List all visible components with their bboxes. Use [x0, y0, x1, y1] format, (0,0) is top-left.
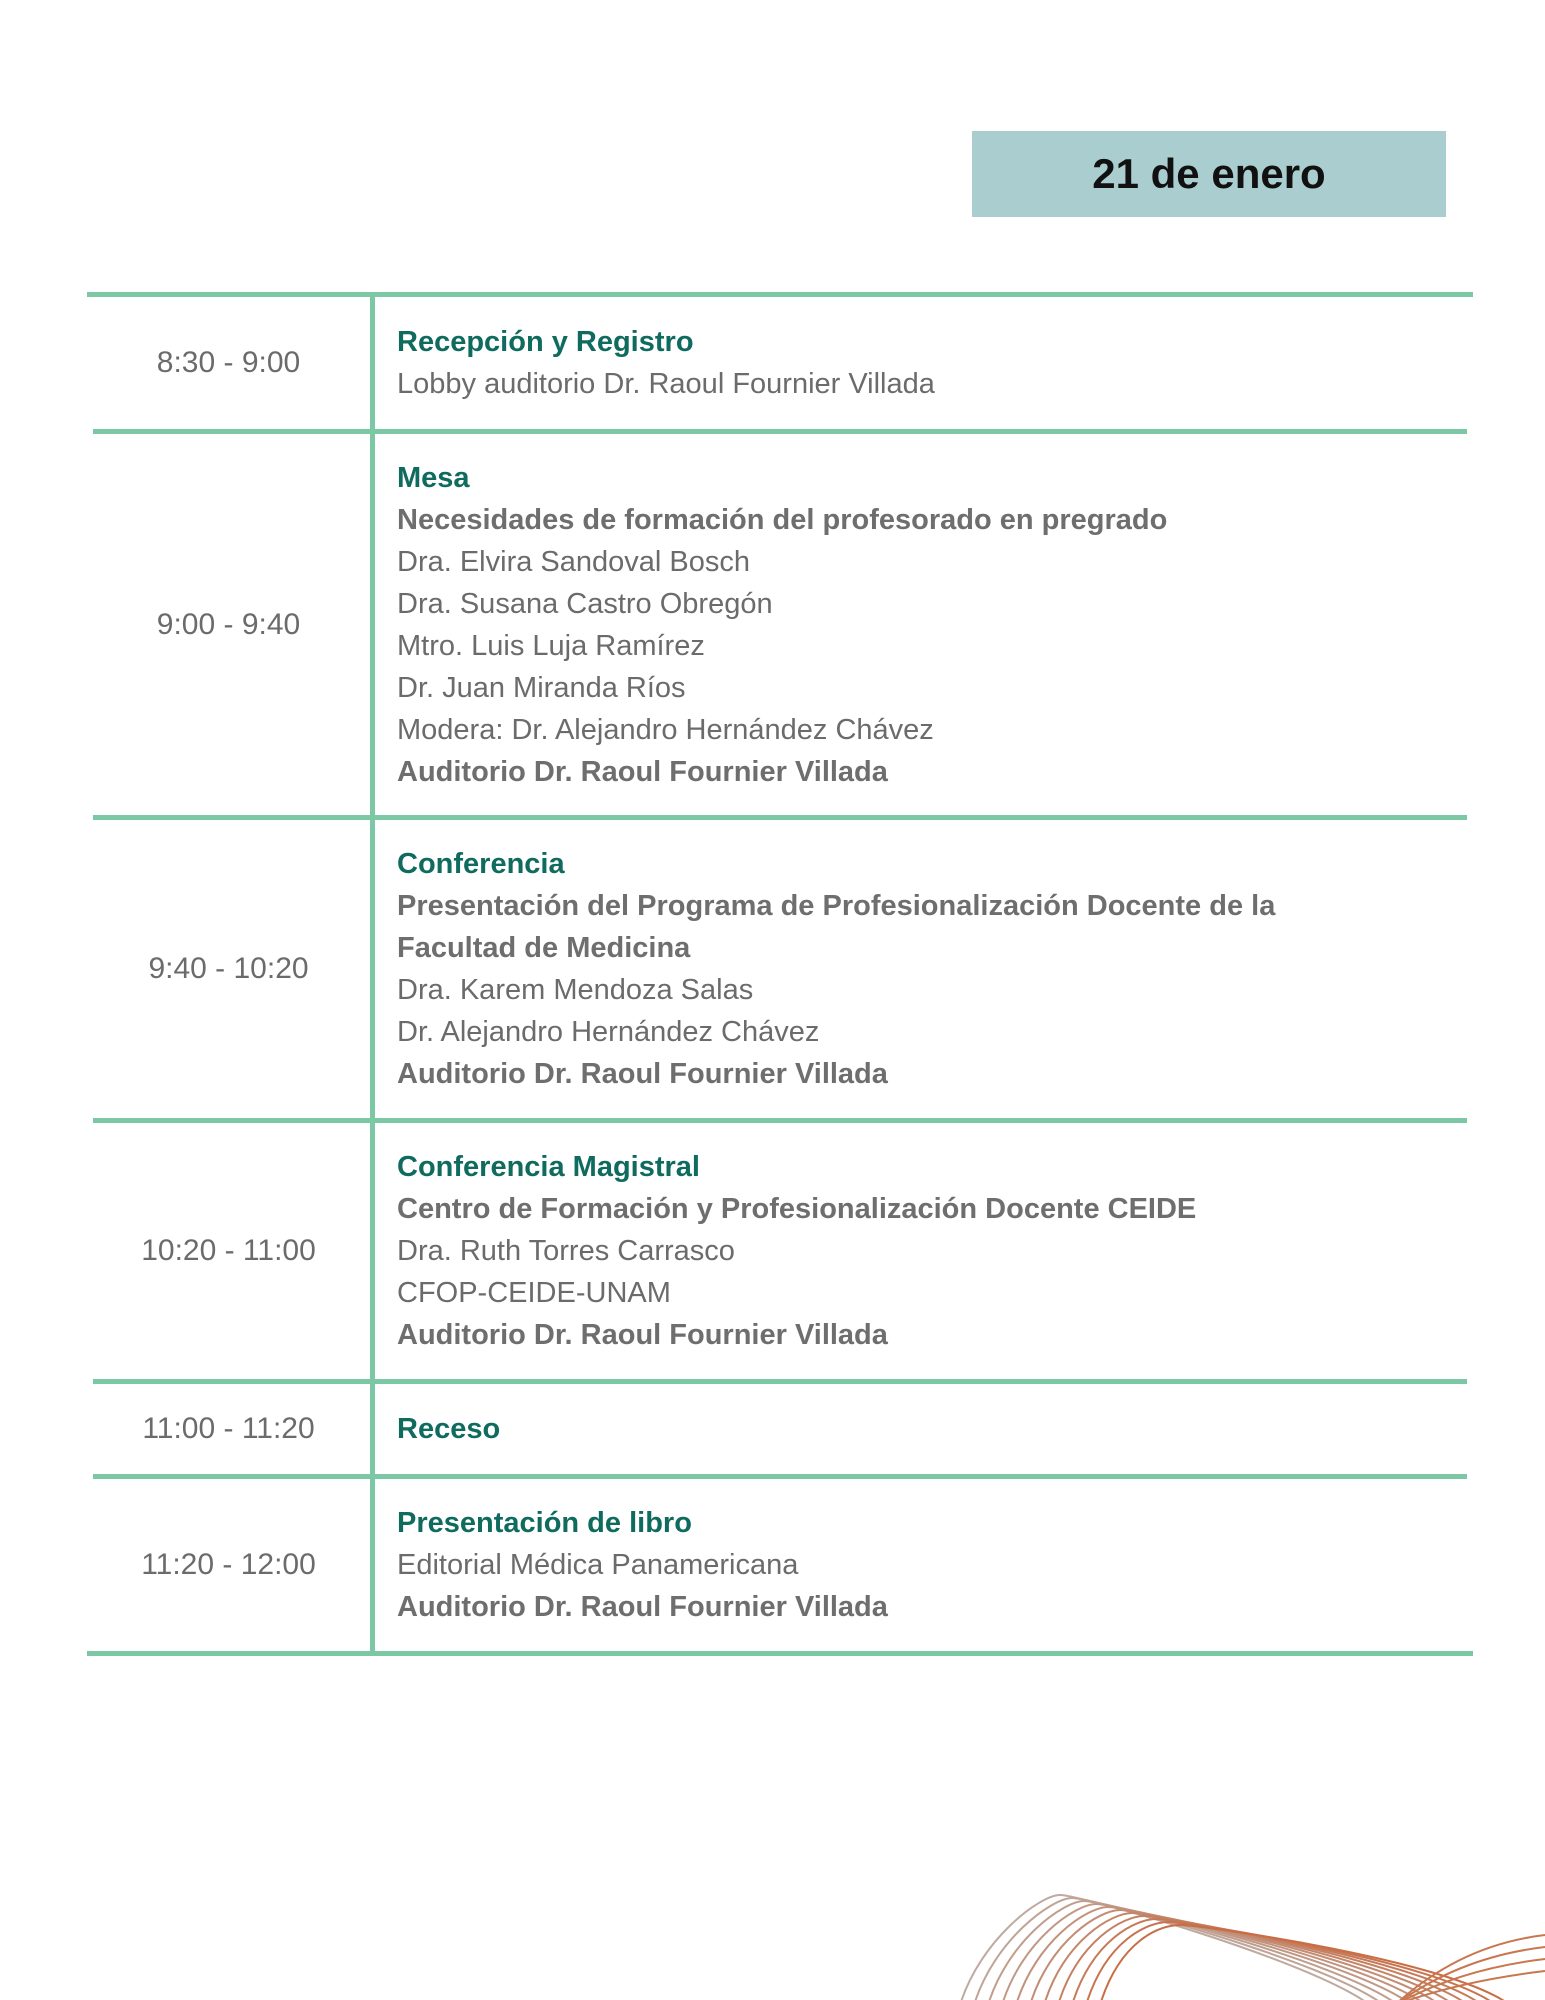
- session-person: Dr. Juan Miranda Ríos: [397, 671, 686, 704]
- session-title: Recepción y Registro: [397, 326, 694, 358]
- session-title: Conferencia Magistral: [397, 1151, 700, 1183]
- session-person: Dra. Karem Mendoza Salas: [397, 974, 754, 1006]
- session-time: 11:20 - 12:00: [87, 1479, 375, 1651]
- session-person: Dra. Elvira Sandoval Bosch: [397, 545, 750, 578]
- session-person: CFOP-CEIDE-UNAM: [397, 1277, 671, 1309]
- session-topic: Presentación del Programa de Profesionalización Docente de la: [397, 890, 1276, 922]
- session-time: 10:20 - 11:00: [87, 1123, 375, 1379]
- session-time: 9:40 - 10:20: [87, 820, 375, 1118]
- session-person: Editorial Médica Panamericana: [397, 1549, 799, 1581]
- session-venue: Auditorio Dr. Raoul Fournier Villada: [397, 1058, 888, 1090]
- session-title: Receso: [397, 1413, 501, 1445]
- date-label: 21 de enero: [1092, 150, 1326, 197]
- session-topic-continued: Facultad de Medicina: [397, 932, 691, 964]
- session-time: 11:00 - 11:20: [87, 1384, 375, 1474]
- session-venue: Auditorio Dr. Raoul Fournier Villada: [397, 755, 888, 788]
- session-title: Presentación de libro: [397, 1507, 692, 1539]
- session-time: 8:30 - 9:00: [87, 297, 375, 429]
- session-person: Lobby auditorio Dr. Raoul Fournier Villada: [397, 368, 935, 400]
- session-venue: Auditorio Dr. Raoul Fournier Villada: [397, 1591, 888, 1623]
- session-topic: Necesidades de formación del profesorado en pregrado: [397, 503, 1168, 536]
- session-person: Modera: Dr. Alejandro Hernández Chávez: [397, 713, 934, 746]
- session-person: Dra. Susana Castro Obregón: [397, 587, 773, 620]
- session-venue: Auditorio Dr. Raoul Fournier Villada: [397, 1319, 888, 1351]
- session-topic: Centro de Formación y Profesionalización Docente CEIDE: [397, 1193, 1197, 1225]
- session-person: Mtro. Luis Luja Ramírez: [397, 629, 705, 662]
- session-time: 9:00 - 9:40: [87, 434, 375, 815]
- session-person: Dra. Ruth Torres Carrasco: [397, 1235, 735, 1267]
- session-title: Mesa: [397, 461, 470, 494]
- session-title: Conferencia: [397, 848, 565, 880]
- session-person: Dr. Alejandro Hernández Chávez: [397, 1016, 820, 1048]
